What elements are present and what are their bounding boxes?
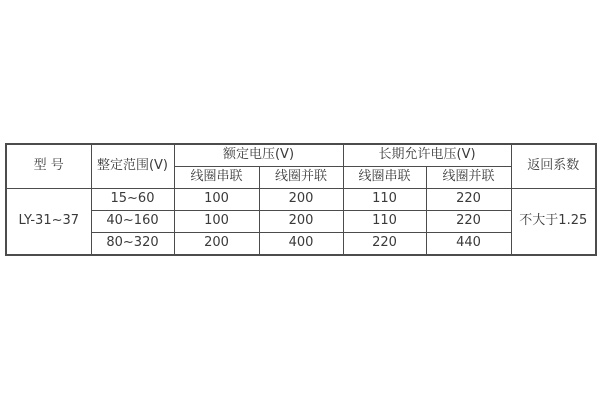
table-row — [6, 189, 596, 211]
header-rated-voltage: 额定电压(V) — [174, 144, 343, 167]
long-series-cell: 110 — [343, 211, 426, 233]
model-value-cell: LY-31~37 — [6, 189, 91, 256]
spec-table — [5, 143, 597, 256]
long-parallel-cell: 220 — [426, 211, 511, 233]
rated-parallel-cell: 200 — [259, 211, 343, 233]
header-return-coefficient: 返回系数 — [511, 144, 596, 189]
header-rated-coil-parallel: 线圈并联 — [259, 167, 343, 189]
header-model: 型 号 — [6, 144, 91, 189]
header-rated-coil-series: 线圈串联 — [174, 167, 259, 189]
rated-parallel-cell: 400 — [259, 233, 343, 256]
long-series-cell: 110 — [343, 189, 426, 211]
long-series-cell: 220 — [343, 233, 426, 256]
rated-series-cell: 200 — [174, 233, 259, 256]
header-setting-range: 整定范围(V) — [91, 144, 174, 189]
long-parallel-cell: 440 — [426, 233, 511, 256]
header-long-term-voltage: 长期允许电压(V) — [343, 144, 511, 167]
table-row — [6, 211, 596, 233]
header-long-coil-series: 线圈串联 — [343, 167, 426, 189]
return-coefficient-value-cell: 不大于1.25 — [511, 189, 596, 256]
long-parallel-cell: 220 — [426, 189, 511, 211]
rated-parallel-cell: 200 — [259, 189, 343, 211]
rated-series-cell: 100 — [174, 211, 259, 233]
range-cell: 15~60 — [91, 189, 174, 211]
table-row — [6, 233, 596, 256]
rated-series-cell: 100 — [174, 189, 259, 211]
header-long-coil-parallel: 线圈并联 — [426, 167, 511, 189]
range-cell: 80~320 — [91, 233, 174, 256]
range-cell: 40~160 — [91, 211, 174, 233]
